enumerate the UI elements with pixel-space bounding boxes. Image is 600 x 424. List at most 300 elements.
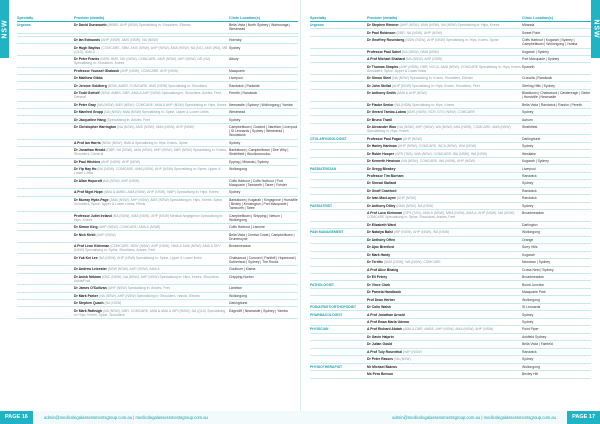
provider-qualifications: (NA (NSW), NMA (NSW): [401, 49, 439, 54]
table-row: [17, 300, 298, 307]
clinic-locations: Darlinghurst: [229, 301, 248, 306]
provider-cell: [74, 244, 229, 252]
table-row: [17, 102, 298, 109]
provider-name: Dr Kenneth Hewison: [367, 159, 401, 164]
table-row: [310, 195, 591, 202]
provider-cell: [367, 204, 522, 208]
clinic-locations: Sydney: [229, 190, 241, 195]
provider-name: Dr Geoffrey Rosenberg: [367, 38, 405, 43]
provider-cell: [367, 283, 522, 287]
clinic-locations: Westlake: [522, 151, 536, 156]
provider-name: Dr Yip Hay Ho: [74, 167, 97, 172]
provider-qualifications: (COMCARE, SBM, AMS (NSW), AHP (NSW), AMA (NSW), NA (NZ), AMS (WA), MB (QLD), AMA & ...: [74, 45, 228, 54]
provider-qualifications: (MBBS, AHP (NSW) Specialising in: Shoulders, Elbows: [107, 23, 191, 28]
specialty-cell: [310, 152, 367, 156]
provider-name: Dr Jacqueline Hang: [74, 117, 106, 122]
provider-name: Dr Stephen Quach: [74, 301, 104, 306]
provider-name: Dr Hugh Bayliss: [74, 45, 101, 50]
page-divider: [300, 0, 301, 411]
provider-cell: [74, 160, 229, 164]
provider-cell: [367, 211, 522, 219]
provider-qualifications: (AHP (NSW): [396, 196, 416, 201]
specialty-cell: [310, 372, 367, 376]
table-row: [17, 293, 298, 300]
clinic-locations: Broadmeadow: [229, 244, 251, 249]
provider-qualifications: (AHP (NSW) Specialising in: Hips, Knees, Shoulders, Feet: [391, 83, 480, 88]
specialty-cell: OTOLARYNGOLOGIST: [310, 136, 347, 141]
table-row: [310, 334, 591, 341]
table-row: [17, 37, 298, 44]
table-row: [17, 274, 298, 286]
clinic-locations: Lambton: [229, 286, 243, 291]
specialty-cell: [17, 256, 74, 264]
clinic-locations: Wollongong: [229, 293, 247, 298]
table-row: [17, 124, 298, 140]
clinic-locations: Randwick | Parkside: [229, 83, 260, 88]
table-row: [17, 285, 298, 292]
specialty-cell: [17, 233, 74, 241]
specialty-cell: [310, 50, 367, 54]
provider-name: Dr Simon King: [74, 225, 98, 230]
header-clinic: Clinic Location(s): [229, 16, 260, 20]
provider-cell: [74, 46, 229, 54]
provider-name: Dr Ajax Brenford: [367, 245, 395, 250]
provider-cell: [367, 174, 522, 178]
clinic-locations: Bella Vista | Randwick | Rankin | Penrith: [522, 102, 583, 107]
right-page: [310, 16, 591, 379]
clinic-locations: Bella Vista | Central Coast | Campbelltown | Drummoyne: [229, 232, 295, 241]
specialty-cell: PHARMACOLOGIST: [310, 312, 343, 317]
provider-name: Dr Alexander Woo: [367, 125, 397, 130]
region-tab-label: NSW: [592, 19, 599, 39]
table-row: [310, 274, 591, 281]
provider-name: Dr Peter Gray: [74, 102, 96, 107]
table-row: [310, 311, 591, 318]
provider-cell: [367, 57, 522, 61]
provider-cell: [367, 110, 522, 114]
provider-qualifications: (NSW, AMBS, DBR, AMA & AHP (NSW) Specialising in: Shoulders, Ankles, Feet, General: [74, 91, 222, 100]
specialty-cell: [310, 31, 367, 35]
specialty-cell: [17, 244, 74, 252]
header-provider: Provider (details): [367, 16, 398, 20]
specialty-cell: [310, 125, 367, 133]
table-row: [310, 37, 591, 49]
provider-list: [17, 22, 298, 319]
clinic-locations: Sydney: [229, 45, 241, 50]
provider-cell: [367, 350, 522, 354]
specialty-cell: [17, 286, 74, 290]
provider-name: Dr Harley Hartman: [367, 144, 397, 149]
provider-qualifications: (DBR, NA (NSW), AMA (NSW), AHP (NSW), DBR (NSW) Specialising in: Knees, Shoulders, General: [74, 148, 227, 157]
table-row: [310, 150, 591, 157]
clinic-locations: Kogarah | Sydney: [522, 49, 549, 54]
provider-name: Dr Nick Kirkit: [74, 232, 96, 237]
provider-cell: [74, 23, 229, 31]
table-row: [17, 116, 298, 123]
provider-qualifications: (NSW, BMS, MD (NSW), COMCARE, AMS (NSW), AHP (NSW), DR (NZ) Specialising in: Shoulders, Knees: [74, 57, 211, 66]
contact-line[interactable]: admin@medicolegalassessmentsgroup.com.au | medicolegalassessmentsgroup.com.au: [392, 415, 556, 420]
table-row: [310, 188, 591, 195]
provider-name: A Prof Alice Bhaleg: [367, 267, 399, 272]
provider-cell: [367, 335, 522, 339]
clinic-locations: Albury: [229, 57, 239, 62]
clinic-locations: Surry Hills: [522, 245, 538, 250]
table-row: [17, 44, 298, 56]
left-page: [17, 16, 298, 319]
specialty-cell: [310, 245, 367, 249]
provider-qualifications: (WP (NSW), AHP (NSW), WA (NSW): [393, 230, 450, 235]
clinic-locations: Coffs Harbour | Coffs Harbour | Port Macquarie | Tamworth | Taree | Forster: [229, 178, 287, 187]
provider-name: Dr Thomas Shapiro: [367, 64, 399, 69]
provider-qualifications: (NMA (NSW), NA (NSW): [396, 203, 434, 208]
provider-cell: [367, 245, 522, 249]
provider-name: Dr Gerard Tambo-Lubna: [367, 110, 406, 115]
clinic-locations: Sterling Hills | Sydney: [522, 83, 555, 88]
provider-cell: [367, 260, 522, 264]
specialty-cell: [17, 275, 74, 283]
provider-qualifications: (AHP (NSW): [402, 136, 422, 141]
specialty-cell: PAIN MANAGEMENT: [310, 230, 344, 235]
specialty-cell: [310, 211, 367, 219]
provider-name: Dr Colin Walsh: [367, 305, 391, 310]
clinic-locations: Liverpool: [522, 166, 536, 171]
contact-line[interactable]: admin@medicolegalassessmentsgroup.com.au | medicolegalassessmentsgroup.com.au: [44, 415, 208, 420]
region-tab-left: [0, 0, 9, 58]
provider-qualifications: (COMCARE, NSW (NSW), AHP (NSW), NMA & AMA (NSW), AMA & SKV (NSW) Specialising in: Spine, Shoulders, Ankles, Feet: [74, 244, 221, 253]
provider-cell: [74, 256, 229, 264]
table-row: [17, 140, 298, 147]
specialty-cell: [310, 223, 367, 227]
specialty-cell: [17, 309, 74, 317]
specialty-cell: Urgeons: [17, 23, 31, 28]
provider-cell: [367, 275, 522, 279]
provider-cell: [367, 230, 522, 234]
provider-cell: [367, 223, 522, 227]
provider-cell: [367, 50, 522, 54]
clinic-locations: Bankstown | Campbelltown | Dee Why | Strathfield | Woolloomooloo: [229, 148, 289, 157]
provider-name: Dr Natalya Balsi: [367, 230, 393, 235]
provider-cell: [74, 179, 229, 187]
specialty-cell: [310, 350, 367, 354]
clinic-locations: Epworth: [522, 64, 535, 69]
table-row: [310, 116, 591, 123]
specialty-cell: PAEDIATRIST: [310, 203, 333, 208]
table-row: [310, 319, 591, 326]
provider-name: A Prof Ian Harris: [74, 140, 101, 145]
provider-qualifications: (AHP (NSW), COMCARE, WCA (NSW), WIA (NSW): [397, 144, 477, 149]
clinic-locations: Wollongong: [522, 297, 540, 302]
clinic-locations: Coffs Harbour | Kogarah | Sydney | Campbelltown | Wollongong | Yamba: [522, 38, 578, 47]
provider-qualifications: (AHP (NSW), DBR, NCCA, AMA (NSW), COMCARE Specialising in: Hips, Knees, Shoulders, Spine, Upper & Lower limbs: [367, 64, 522, 73]
table-row: [17, 189, 298, 196]
provider-name: Dr Anish Nekiam: [74, 274, 102, 279]
provider-cell: [367, 167, 522, 171]
clinic-locations: Bexley Hill: [522, 372, 538, 377]
specialty-cell: Urgeons: [310, 23, 324, 28]
clinic-locations: Hornsby: [229, 38, 242, 43]
clinic-locations: Edgecliff | Newcastle | Sydney | Yamba: [229, 308, 288, 313]
region-tab-right: [591, 0, 600, 58]
clinic-locations: Macquarie Park: [522, 290, 546, 295]
provider-cell: [74, 198, 229, 210]
table-row: [310, 371, 591, 378]
table-row: [310, 267, 591, 274]
provider-name: Dr Terrific: [367, 260, 383, 265]
table-row: [17, 68, 298, 75]
table-row: [17, 75, 298, 82]
table-row: [310, 252, 591, 259]
table-row: [310, 349, 591, 356]
provider-qualifications: (AMA & AMBS, AMA (NSW), AHP (NSW), NMP) Specialising in: Hips, Knees: [103, 190, 219, 195]
provider-name: Dr Bruno Tiwali: [367, 117, 392, 122]
provider-name: Dr Jonathan Herald: [74, 148, 106, 153]
table-row: [310, 304, 591, 311]
clinic-locations: Wollongong: [522, 230, 540, 235]
specialty-cell: [310, 91, 367, 99]
provider-name: Dr Manfred Grupp: [74, 110, 104, 115]
provider-cell: [74, 76, 229, 80]
provider-qualifications: (DBC (NSW), NA (NSW), AHP (NSW) Specialising in: Hips, Knees, Shoulders, Ankle/Foot: [74, 274, 220, 283]
clinic-locations: Sydney: [522, 312, 534, 317]
header-clinic: Clinic Location(s): [522, 16, 553, 20]
provider-name: Professor Juliet Ireland: [74, 213, 112, 218]
provider-name: Professor Paul Sahel: [367, 49, 401, 54]
specialty-cell: [310, 174, 367, 178]
page-number: PAGE 16: [0, 411, 33, 424]
provider-cell: [367, 290, 522, 294]
provider-cell: [74, 110, 229, 114]
clinic-locations: Epping | Miranda | Sydney: [229, 159, 269, 164]
provider-cell: [367, 365, 522, 369]
provider-qualifications: (AHP (NSW), AHP (NSW): [101, 159, 141, 164]
specialty-cell: [310, 189, 367, 193]
specialty-cell: [17, 198, 74, 210]
specialty-cell: [17, 84, 74, 88]
provider-cell: [367, 125, 522, 133]
provider-qualifications: (AHP (NSW) Specialising in: Ankles, Feet: [107, 286, 170, 291]
provider-qualifications: (NA (NSW) Specialising in: Hips, Knees: [394, 102, 455, 107]
provider-name: Ms Pera Beeson: [367, 372, 394, 377]
table-row: [310, 90, 591, 102]
provider-qualifications: (NA (NSW): [393, 357, 411, 362]
clinic-locations: St Leonards: [522, 305, 541, 310]
specialty-cell: [310, 357, 367, 361]
table-row: [310, 56, 591, 63]
provider-cell: [367, 152, 522, 156]
provider-name: Professor Paul Fagan: [367, 136, 402, 141]
table-row: [310, 102, 591, 109]
provider-name: Dr Mark Parker: [74, 293, 99, 298]
provider-cell: [74, 84, 229, 88]
table-row: [310, 244, 591, 251]
clinic-locations: Darlinghurst: [522, 136, 541, 141]
specialty-cell: [17, 148, 74, 156]
clinic-locations: Bondi Junction: [522, 282, 545, 287]
provider-name: A Prof Michael Shahard: [367, 57, 405, 62]
specialty-cell: [17, 69, 74, 73]
specialty-cell: PAEDIATRICIAN: [310, 166, 337, 171]
table-row: [310, 341, 591, 348]
specialty-cell: [310, 260, 367, 264]
specialty-cell: [17, 103, 74, 107]
specialty-cell: [310, 298, 367, 302]
provider-cell: [74, 57, 229, 65]
provider-qualifications: (NSW (NSW), NMA & Specialising in: Hips, Knees, Spine: [101, 140, 188, 145]
provider-name: A Prof Ewan Maria Udema: [367, 320, 409, 324]
provider-name: A Prof Leon Kleinman: [74, 244, 110, 249]
provider-qualifications: (NA (NSW): [104, 301, 122, 306]
provider-name: Prof Dean Herber: [367, 297, 395, 302]
provider-qualifications: (NA (NSW), AHP (NSW) Specialising in: Shoulders, Hands, Elbows: [99, 293, 200, 298]
provider-cell: [367, 313, 522, 317]
table-row: [17, 243, 298, 255]
specialty-cell: [17, 110, 74, 114]
table-row: [17, 82, 298, 89]
provider-name: Dr Yuk Kei Lee: [74, 255, 98, 260]
provider-cell: [74, 69, 229, 73]
table-row: [17, 147, 298, 159]
clinic-locations: Sydney: [522, 110, 534, 115]
clinic-locations: Penrith | Randwick: [229, 91, 258, 96]
specialty-cell: [17, 76, 74, 80]
provider-name: Dr Christopher Harrington: [74, 125, 117, 130]
provider-name: Dr Mark Hardy: [367, 252, 391, 257]
specialty-cell: [310, 238, 367, 242]
provider-cell: [74, 267, 229, 271]
specialty-cell: [17, 190, 74, 194]
provider-name: Dr Ian Edmunds: [74, 38, 100, 43]
table-row: [310, 356, 591, 363]
specialty-cell: [17, 118, 74, 122]
clinic-locations: Kogarah | Sydney: [522, 159, 549, 164]
clinic-locations: Broadmeadow: [522, 211, 544, 216]
clinic-locations: Cronulla | Randwick: [522, 76, 553, 81]
footer-right: [300, 411, 600, 424]
specialty-cell: PATHOLOGIST: [310, 282, 334, 287]
provider-cell: [367, 305, 522, 309]
provider-name: Dr Sinead Stallard: [367, 181, 397, 186]
provider-qualifications: (NA (NSW), AHP (NSW): [102, 178, 140, 183]
clinic-locations: Ashfield Sydney: [522, 334, 547, 339]
clinic-locations: Randwick: [522, 349, 537, 354]
provider-qualifications: (NA (NSW) Specialising in: Knees, Shoulders, Elbows: [392, 76, 473, 81]
table-row: [17, 212, 298, 224]
specialty-cell: [310, 159, 367, 163]
table-row: [310, 29, 591, 36]
provider-qualifications: (AHP (NSW), COMCARE, AHP (NSW): [120, 68, 179, 73]
provider-cell: [367, 372, 522, 376]
clinic-locations: Bella Vista | North Sydney | Wahroonga | Westmead: [229, 23, 291, 32]
provider-cell: [367, 144, 522, 148]
provider-name: Dr Peter Rasses: [367, 357, 394, 362]
provider-name: Dr Murray Hyde-Page: [74, 197, 109, 202]
specialty-cell: [17, 91, 74, 99]
clinic-locations: Blacktown | Chatswood | Castlereagh | Glebe | Hurstville | Newcastle: [522, 91, 591, 100]
specialty-cell: [310, 320, 367, 324]
specialty-cell: [17, 46, 74, 54]
table-row: [17, 254, 298, 266]
provider-name: Professor Youssef Ghabash: [74, 68, 120, 73]
table-row: [17, 231, 298, 243]
provider-name: Dr David Dunsworth: [74, 23, 107, 28]
provider-qualifications: (NA (NSW), DBR, COMCARE, AMA & AMA & WPI (NSW), NA (QLD) Specialising in: Hips, Knees, Spine, Shoulders: [74, 308, 226, 317]
provider-cell: [367, 189, 522, 193]
specialty-cell: [310, 275, 367, 279]
header-specialty: Specialty: [17, 16, 34, 20]
provider-qualifications: (NA (NSW), AMA (NSW), AHP (NSW) Medical Negligence Specialising in: Hips, Knees: [74, 213, 224, 222]
provider-cell: [74, 275, 229, 283]
table-row: [310, 143, 591, 150]
provider-name: Dr Gavin Halprin: [367, 334, 394, 339]
specialty-cell: PODIATRIST/ORTHOPODIST: [310, 305, 357, 310]
provider-cell: [74, 141, 229, 145]
specialty-cell: [17, 38, 74, 42]
provider-name: Dr Fiador Senior: [367, 102, 394, 107]
provider-name: Dr Andrew Leicester: [74, 267, 107, 272]
table-row: [17, 109, 298, 116]
provider-name: Dr Vince Clark: [367, 282, 391, 287]
specialty-cell: [17, 294, 74, 298]
provider-cell: [74, 118, 229, 122]
provider-name: Dr Todd Gothelf: [74, 91, 100, 96]
provider-cell: [367, 103, 522, 107]
clinic-locations: Sweet Point: [522, 30, 541, 35]
provider-name: Dr Paul Hitchins: [74, 159, 101, 164]
provider-name: Mr Michael Bakros: [367, 364, 397, 369]
provider-list: [310, 22, 591, 379]
clinic-locations: Sydney: [522, 357, 534, 362]
table-row: [310, 364, 591, 371]
provider-name: Dr Anthony Smith: [367, 91, 396, 96]
specialty-cell: [310, 76, 367, 80]
table-row: [310, 49, 591, 56]
provider-name: Dr Robin Hooper: [367, 151, 395, 156]
provider-name: Dr Pamela Handbook: [367, 290, 402, 295]
provider-qualifications: (NA (NSW), COMCARE, AMA (NSW), AHP (NSW) Specialising in: Spine, Upper & Lower Limbs: [74, 167, 221, 176]
table-row: [310, 165, 591, 172]
provider-qualifications: (AMA & DBR, AMBS, AHP (NSW), AMA (NSW), AHP (NSW): [402, 327, 494, 332]
provider-name: Dr Simon Steel: [367, 76, 392, 81]
provider-cell: [74, 190, 229, 194]
provider-name: Dr Anthony Offen: [367, 237, 396, 242]
table-row: [17, 266, 298, 273]
table-row: [310, 222, 591, 229]
clinic-locations: Sydney: [522, 144, 534, 149]
provider-name: A Prof Tuly Rosenthal: [367, 349, 403, 354]
provider-name: Dr James O'Sullivan: [74, 286, 107, 291]
provider-cell: [74, 38, 229, 42]
table-row: [17, 90, 298, 102]
specialty-cell: [310, 342, 367, 346]
provider-qualifications: (NSW, AMBS, COMCARE, AMS (NSW) Specialising in: Shoulders: [107, 83, 208, 88]
clinic-locations: Orange: [522, 237, 534, 242]
table-row: [310, 180, 591, 187]
provider-name: Professor Tim Burnam: [367, 174, 404, 178]
clinic-locations: Chatswood | Concord | Parkhill | Hopewood | Sutherland | Sydney | The Rocks: [229, 255, 297, 264]
clinic-locations: Randwick: [522, 196, 537, 201]
table-row: [17, 224, 298, 231]
provider-name: Dr Eli Petrey: [367, 275, 388, 280]
provider-name: Dr Peter Franks: [74, 57, 100, 62]
clinic-locations: Newtown | Sydney: [522, 260, 551, 265]
clinic-locations: Sydney: [522, 203, 534, 208]
provider-cell: [74, 286, 229, 290]
provider-cell: [74, 91, 229, 99]
clinic-locations: Goulburn | Kiama: [229, 267, 256, 272]
specialty-cell: [310, 290, 367, 294]
table-row: [310, 259, 591, 266]
table-row: [310, 158, 591, 165]
